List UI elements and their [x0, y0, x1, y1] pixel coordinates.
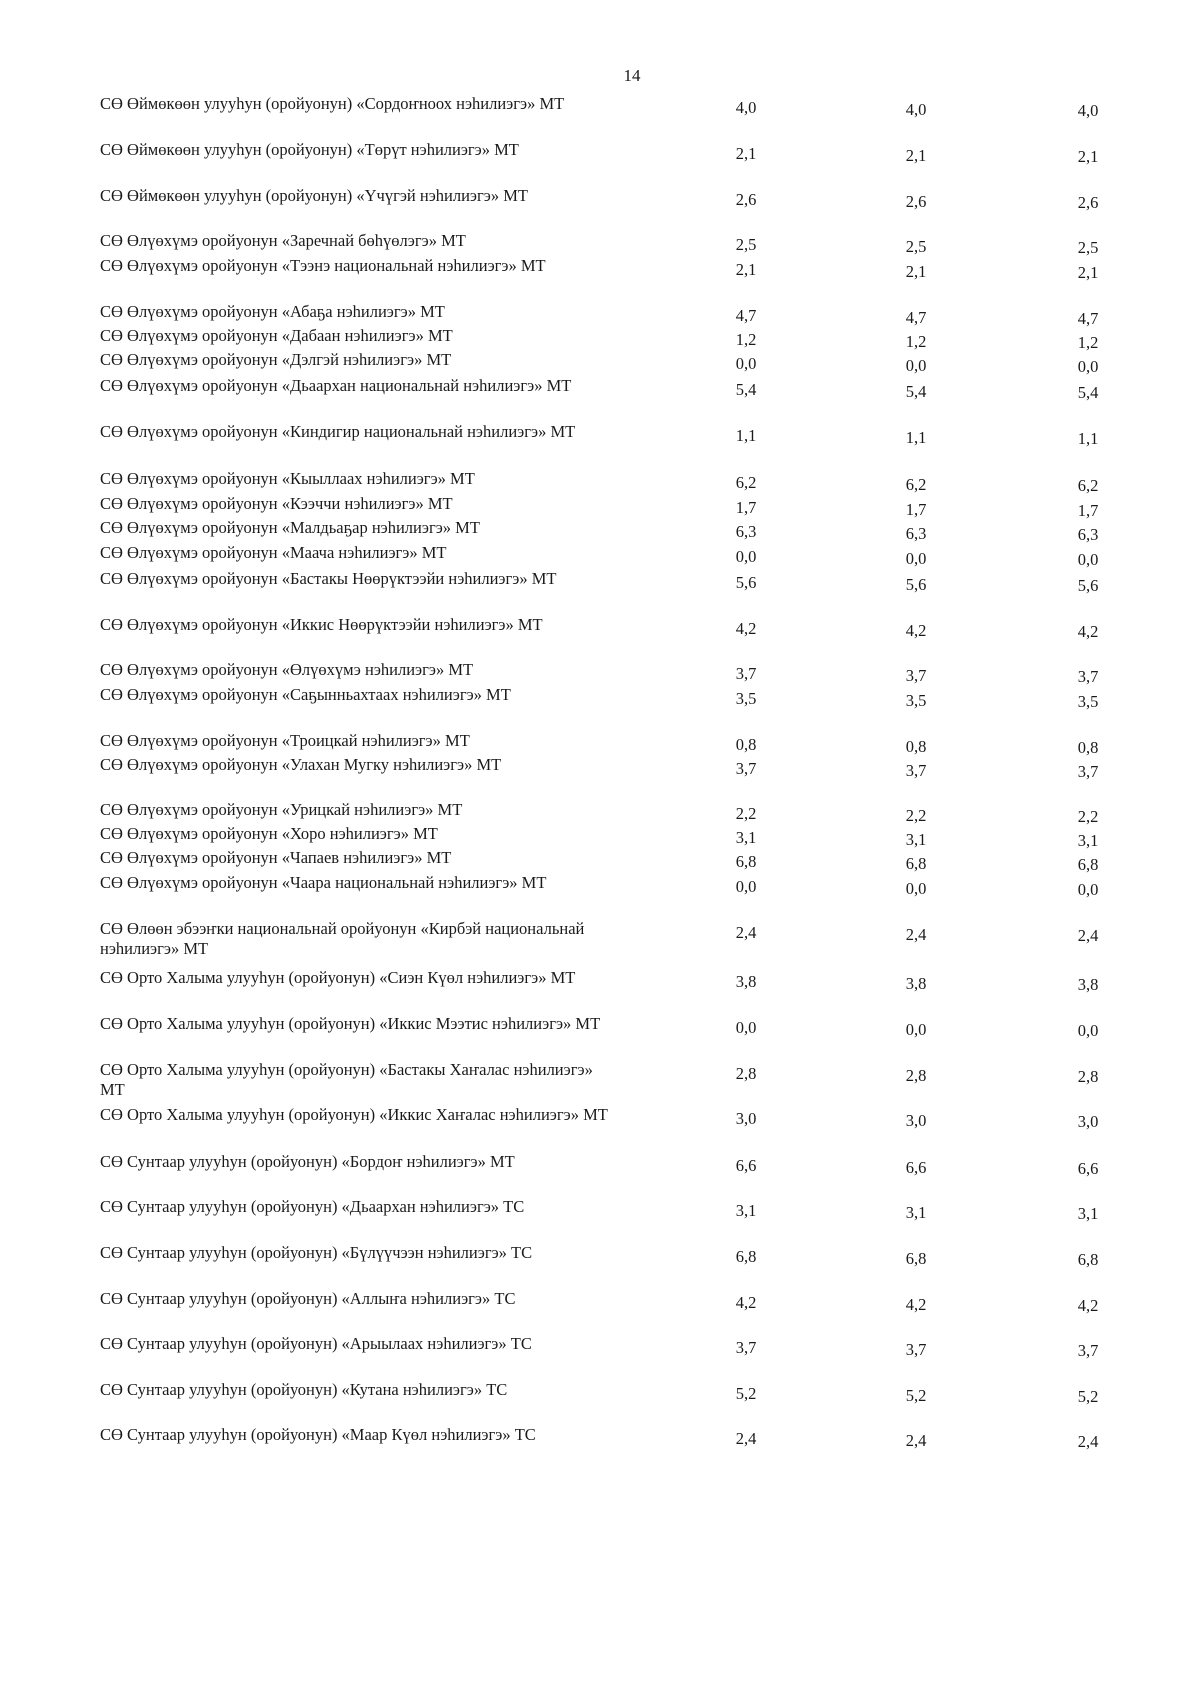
municipality-name: СӨ Өлүөхүмэ оройуонун «Саҕынньахтаах нэһилиэгэ» МТ	[100, 685, 511, 704]
value-col-2: 4,7	[905, 307, 927, 327]
value-col-2: 3,7	[905, 665, 927, 685]
municipality-name: СӨ Өлүөхүмэ оройуонун «Заречнай бөһүөлэгэ» МТ	[100, 231, 466, 250]
value-col-1: 6,8	[735, 852, 757, 871]
value-col-1: 2,1	[735, 260, 757, 279]
value-col-1: 4,2	[735, 619, 757, 638]
value-col-1: 1,1	[735, 426, 757, 445]
value-col-3: 6,6	[1077, 1159, 1099, 1178]
value-col-1: 1,7	[735, 498, 757, 517]
value-col-1: 0,0	[735, 547, 757, 566]
value-col-1: 3,1	[735, 828, 757, 847]
value-col-3: 6,8	[1077, 1250, 1099, 1269]
value-col-2: 2,1	[905, 145, 927, 165]
value-col-2: 3,8	[905, 973, 927, 993]
municipality-name: СӨ Орто Халыма улууһун (оройуонун) «Иккис Хаҥалас нэһилиэгэ» МТ	[100, 1105, 608, 1124]
value-col-3: 5,4	[1077, 383, 1099, 402]
value-col-3: 6,8	[1077, 855, 1099, 874]
value-col-2: 5,2	[905, 1385, 927, 1405]
value-col-1: 3,7	[735, 759, 757, 778]
municipality-name: СӨ Өлөөн эбээҥки национальнай оройуонун «Кирбэй национальнай нэһилиэгэ» МТ	[100, 919, 585, 958]
value-col-3: 3,1	[1077, 831, 1099, 850]
value-col-3: 3,7	[1077, 667, 1099, 686]
value-col-1: 3,1	[735, 1201, 757, 1220]
municipality-name: СӨ Өлүөхүмэ оройуонун «Малдьаҕар нэһилиэгэ» МТ	[100, 518, 480, 537]
municipality-name: СӨ Өлүөхүмэ оройуонун «Кыыллаах нэһилиэгэ» МТ	[100, 469, 475, 488]
value-col-2: 2,4	[905, 1430, 927, 1450]
value-col-3: 4,2	[1077, 1296, 1099, 1315]
municipality-name: СӨ Өлүөхүмэ оройуонун «Дэлгэй нэһилиэгэ» МТ	[100, 350, 452, 369]
value-col-1: 3,0	[735, 1109, 757, 1128]
value-col-3: 3,0	[1077, 1112, 1099, 1131]
municipality-name: СӨ Сунтаар улууһун (оройуонун) «Бордоҥ нэһилиэгэ» МТ	[100, 1152, 515, 1171]
value-col-1: 3,7	[735, 664, 757, 683]
municipality-name: СӨ Өлүөхүмэ оройуонун «Чаара национальнай нэһилиэгэ» МТ	[100, 873, 547, 892]
municipality-name: СӨ Өлүөхүмэ оройуонун «Киндигир национальнай нэһилиэгэ» МТ	[100, 422, 576, 441]
value-col-2: 3,5	[905, 690, 927, 710]
municipality-name: СӨ Өлүөхүмэ оройуонун «Тээнэ национальнай нэһилиэгэ» МТ	[100, 256, 546, 275]
value-col-1: 2,1	[735, 144, 757, 163]
value-col-3: 3,7	[1077, 1341, 1099, 1360]
value-col-1: 2,6	[735, 190, 757, 209]
value-col-2: 0,0	[905, 1019, 927, 1039]
municipality-name: СӨ Өлүөхүмэ оройуонун «Улахан Мугку нэһилиэгэ» МТ	[100, 755, 502, 774]
value-col-3: 2,4	[1077, 926, 1099, 945]
municipality-name: СӨ Өлүөхүмэ оройуонун «Бастакы Нөөрүктээйи нэһилиэгэ» МТ	[100, 569, 557, 588]
value-col-2: 4,2	[905, 1294, 927, 1314]
value-col-1: 0,0	[735, 1018, 757, 1037]
value-col-1: 1,2	[735, 330, 757, 349]
value-col-3: 0,0	[1077, 1021, 1099, 1040]
value-col-3: 5,2	[1077, 1387, 1099, 1406]
municipality-name: СӨ Өлүөхүмэ оройуонун «Урицкай нэһилиэгэ» МТ	[100, 800, 463, 819]
value-col-1: 2,8	[735, 1064, 757, 1083]
municipality-name: СӨ Сунтаар улууһун (оройуонун) «Дьаархан нэһилиэгэ» ТС	[100, 1197, 525, 1216]
value-col-2: 2,6	[905, 191, 927, 211]
value-col-3: 3,1	[1077, 1204, 1099, 1223]
municipality-name: СӨ Өлүөхүмэ оройуонун «Иккис Нөөрүктээйи нэһилиэгэ» МТ	[100, 615, 543, 634]
value-col-3: 4,7	[1077, 309, 1099, 328]
value-col-3: 4,0	[1077, 101, 1099, 120]
value-col-2: 2,1	[905, 261, 927, 281]
value-col-2: 5,4	[905, 381, 927, 401]
municipality-name: СӨ Сунтаар улууһун (оройуонун) «Аллыҥа нэһилиэгэ» ТС	[100, 1289, 516, 1308]
value-col-3: 2,6	[1077, 193, 1099, 212]
value-col-1: 5,6	[735, 573, 757, 592]
value-col-2: 6,8	[905, 1248, 927, 1268]
municipality-name: СӨ Өлүөхүмэ оройуонун «Дабаан нэһилиэгэ» МТ	[100, 326, 453, 345]
municipality-name: СӨ Өлүөхүмэ оройуонун «Хоро нэһилиэгэ» МТ	[100, 824, 438, 843]
value-col-2: 3,1	[905, 829, 927, 849]
municipality-name: СӨ Өлүөхүмэ оройуонун «Троицкай нэһилиэгэ» МТ	[100, 731, 470, 750]
value-col-1: 6,8	[735, 1247, 757, 1266]
value-col-3: 3,8	[1077, 975, 1099, 994]
municipality-name: СӨ Сунтаар улууһун (оройуонун) «Бүлүүчээн нэһилиэгэ» ТС	[100, 1243, 533, 1262]
value-col-3: 0,0	[1077, 550, 1099, 569]
municipality-name: СӨ Орто Халыма улууһун (оройуонун) «Сиэн Күөл нэһилиэгэ» МТ	[100, 968, 576, 987]
value-col-1: 2,2	[735, 804, 757, 823]
value-col-2: 3,7	[905, 760, 927, 780]
value-col-2: 6,2	[905, 474, 927, 494]
value-col-2: 0,0	[905, 878, 927, 898]
value-col-2: 0,0	[905, 548, 927, 568]
value-col-1: 4,0	[735, 98, 757, 117]
value-col-3: 2,4	[1077, 1432, 1099, 1451]
municipality-name: СӨ Өлүөхүмэ оройуонун «Абаҕа нэһилиэгэ» МТ	[100, 302, 445, 321]
value-col-2: 3,1	[905, 1202, 927, 1222]
value-col-3: 1,2	[1077, 333, 1099, 352]
value-col-1: 3,8	[735, 972, 757, 991]
value-col-2: 6,6	[905, 1157, 927, 1177]
municipality-name: СӨ Өймөкөөн улууһун (оройуонун) «Үчүгэй нэһилиэгэ» МТ	[100, 186, 528, 205]
value-col-1: 5,2	[735, 1384, 757, 1403]
value-col-3: 3,7	[1077, 762, 1099, 781]
value-col-3: 3,5	[1077, 692, 1099, 711]
municipality-name: СӨ Өймөкөөн улууһун (оройуонун) «Төрүт нэһилиэгэ» МТ	[100, 140, 519, 159]
value-col-3: 2,2	[1077, 807, 1099, 826]
value-col-1: 4,7	[735, 306, 757, 325]
value-col-3: 1,1	[1077, 429, 1099, 448]
municipality-name: СӨ Өлүөхүмэ оройуонун «Өлүөхүмэ нэһилиэгэ» МТ	[100, 660, 474, 679]
value-col-2: 1,2	[905, 331, 927, 351]
value-col-1: 5,4	[735, 380, 757, 399]
value-col-1: 6,6	[735, 1156, 757, 1175]
municipality-name: СӨ Өймөкөөн улууһун (оройуонун) «Сордоҥноох нэһилиэгэ» МТ	[100, 94, 565, 113]
value-col-2: 2,2	[905, 805, 927, 825]
municipality-name: СӨ Орто Халыма улууһун (оройуонун) «Бастакы Хаҥалас нэһилиэгэ» МТ	[100, 1060, 593, 1099]
value-col-1: 0,0	[735, 354, 757, 373]
value-col-2: 2,5	[905, 236, 927, 256]
value-col-3: 6,3	[1077, 525, 1099, 544]
value-col-3: 2,8	[1077, 1067, 1099, 1086]
value-col-3: 4,2	[1077, 622, 1099, 641]
value-col-2: 2,4	[905, 924, 927, 944]
value-col-1: 2,5	[735, 235, 757, 254]
value-col-3: 0,0	[1077, 880, 1099, 899]
municipality-name: СӨ Сунтаар улууһун (оройуонун) «Кутана нэһилиэгэ» ТС	[100, 1380, 508, 1399]
value-col-2: 4,0	[905, 99, 927, 119]
value-col-2: 0,8	[905, 736, 927, 756]
value-col-1: 6,2	[735, 473, 757, 492]
value-col-2: 1,1	[905, 427, 927, 447]
value-col-2: 6,3	[905, 523, 927, 543]
value-col-1: 3,7	[735, 1338, 757, 1357]
value-col-1: 4,2	[735, 1293, 757, 1312]
value-col-2: 5,6	[905, 574, 927, 594]
value-col-3: 2,1	[1077, 263, 1099, 282]
value-col-2: 0,0	[905, 355, 927, 375]
municipality-name: СӨ Өлүөхүмэ оройуонун «Маача нэһилиэгэ» МТ	[100, 543, 447, 562]
value-col-3: 0,0	[1077, 357, 1099, 376]
municipality-name: СӨ Орто Халыма улууһун (оройуонун) «Иккис Мээтис нэһилиэгэ» МТ	[100, 1014, 601, 1033]
value-col-3: 5,6	[1077, 576, 1099, 595]
value-col-2: 3,0	[905, 1110, 927, 1130]
value-col-1: 3,5	[735, 689, 757, 708]
value-col-3: 2,5	[1077, 238, 1099, 257]
value-col-2: 6,8	[905, 853, 927, 873]
value-col-1: 2,4	[735, 923, 757, 942]
municipality-name: СӨ Сунтаар улууһун (оройуонун) «Маар Күөл нэһилиэгэ» ТС	[100, 1425, 536, 1444]
municipality-name: СӨ Өлүөхүмэ оройуонун «Дьаархан национальнай нэһилиэгэ» МТ	[100, 376, 572, 395]
municipality-name: СӨ Өлүөхүмэ оройуонун «Кээччи нэһилиэгэ» МТ	[100, 494, 453, 513]
value-col-3: 0,8	[1077, 738, 1099, 757]
value-col-2: 4,2	[905, 620, 927, 640]
value-col-3: 6,2	[1077, 476, 1099, 495]
value-col-1: 2,4	[735, 1429, 757, 1448]
municipality-name: СӨ Өлүөхүмэ оройуонун «Чапаев нэһилиэгэ» МТ	[100, 848, 452, 867]
value-col-3: 1,7	[1077, 501, 1099, 520]
value-col-1: 0,8	[735, 735, 757, 754]
value-col-1: 0,0	[735, 877, 757, 896]
municipality-name: СӨ Сунтаар улууһун (оройуонун) «Арыылаах нэһилиэгэ» ТС	[100, 1334, 532, 1353]
page-number: 14	[623, 66, 641, 85]
value-col-3: 2,1	[1077, 147, 1099, 166]
value-col-2: 1,7	[905, 499, 927, 519]
value-col-1: 6,3	[735, 522, 757, 541]
value-col-2: 2,8	[905, 1065, 927, 1085]
value-col-2: 3,7	[905, 1339, 927, 1359]
